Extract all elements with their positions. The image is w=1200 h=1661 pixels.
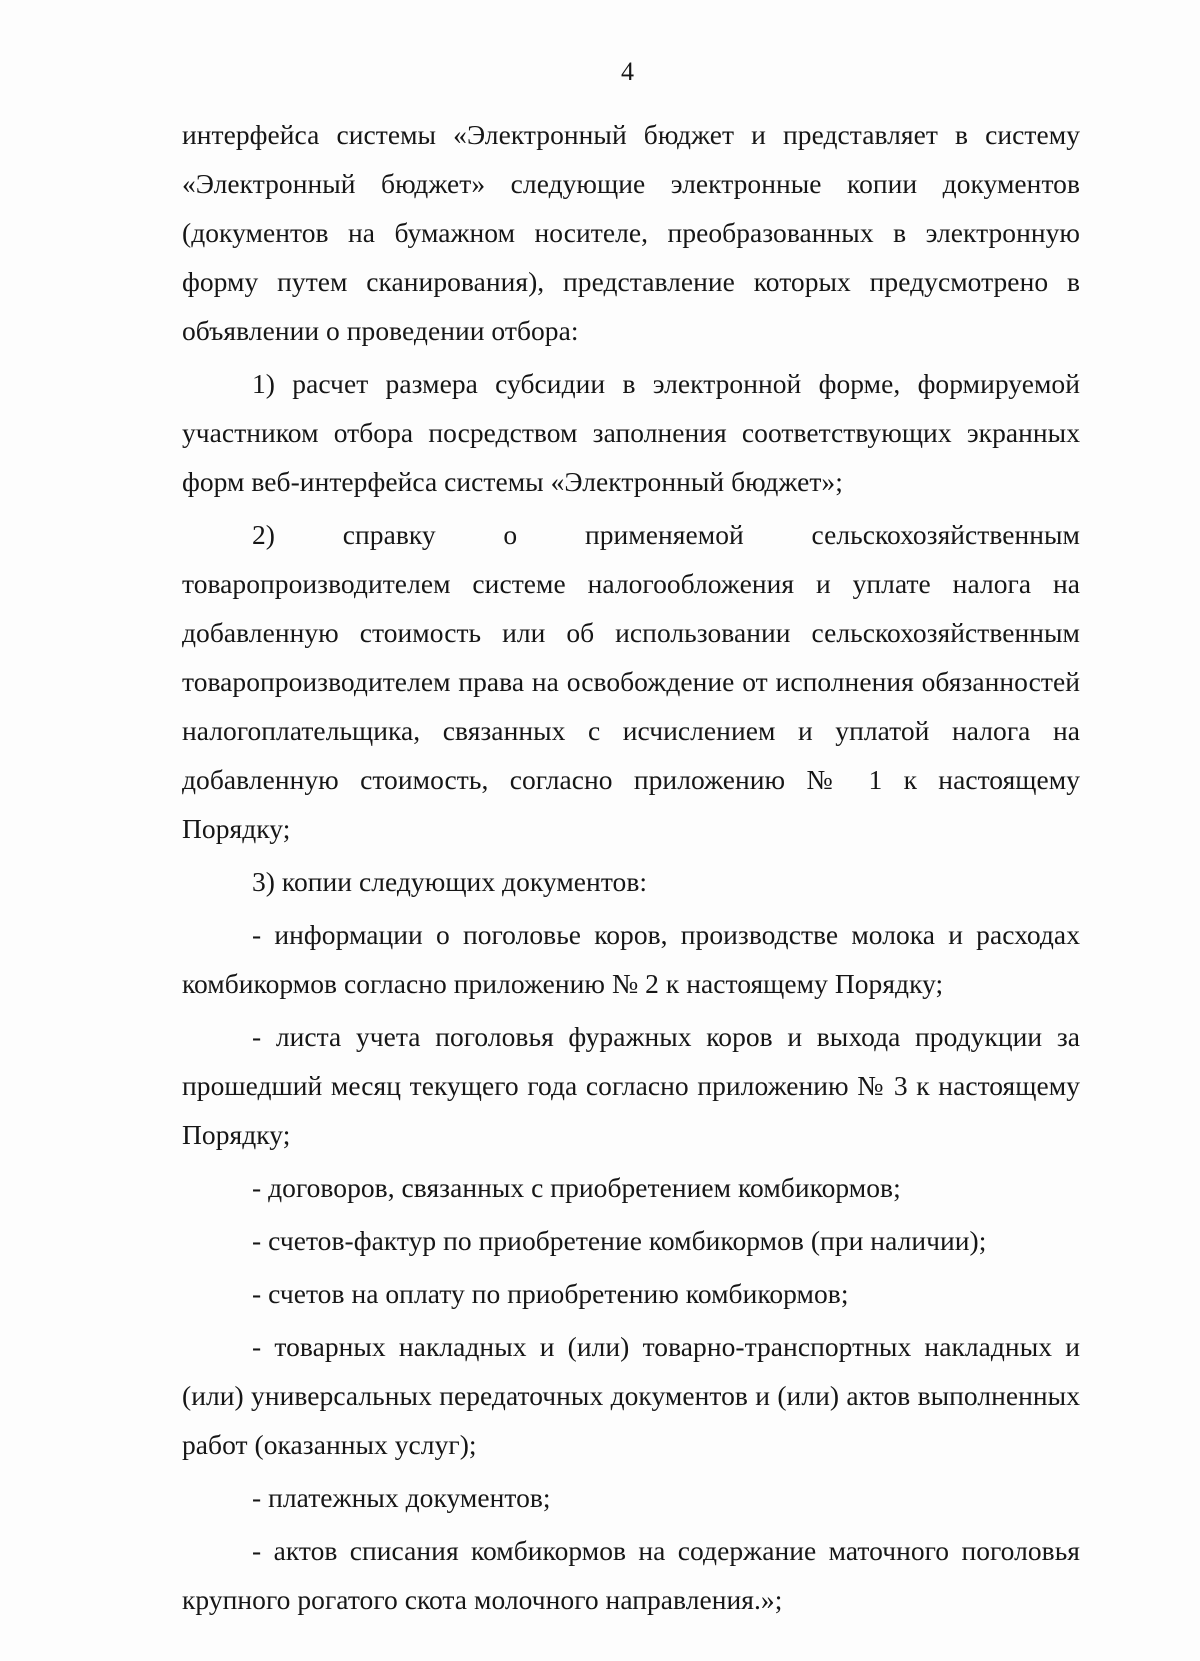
paragraph-item-1: 1) расчет размера субсидии в электронной форме, формируемой участником отбора посредством заполнения соответствующих экранных форм веб-интерфейса системы «Электронный бюджет»; — [182, 368, 1080, 497]
page-number: 4 — [621, 57, 634, 86]
list-item-invoices: - счетов-фактур по приобретение комбикормов (при наличии); — [252, 1225, 987, 1256]
list-item-contracts: - договоров, связанных с приобретением комбикормов; — [252, 1172, 901, 1203]
paragraph-item-3: 3) копии следующих документов: — [252, 866, 648, 897]
list-item-accounting-sheet: - листа учета поголовья фуражных коров и выхода продукции за прошедший месяц текущего года согласно приложению № 3 к настоящему Порядку; — [182, 1021, 1080, 1150]
list-item-waybills: - товарных накладных и (или) товарно-транспортных накладных и (или) универсальных передаточных документов и (или) актов выполненных работ (оказанных услуг); — [182, 1331, 1080, 1460]
list-item-writeoff-acts: - актов списания комбикормов на содержание маточного поголовья крупного рогатого скота молочного направления.»; — [182, 1535, 1080, 1615]
list-item-bills: - счетов на оплату по приобретению комбикормов; — [252, 1278, 849, 1309]
document-body — [182, 110, 1080, 1624]
paragraph-item-2: 2) справку о применяемой сельскохозяйственным товаропроизводителем системе налогообложения и уплате налога на добавленную стоимость или об использовании сельскохозяйственным товаропроизводителем права на освобождение от исполнения обязанностей налогоплательщика, связанных с исчислением и уплатой налога на добавленную стоимость, согласно приложению № 1 к настоящему Порядку; — [182, 519, 1080, 844]
list-item-cow-info: - информации о поголовье коров, производстве молока и расходах комбикормов согласно приложению № 2 к настоящему Порядку; — [182, 919, 1080, 999]
paragraph-intro: интерфейса системы «Электронный бюджет и представляет в систему «Электронный бюджет» следующие электронные копии документов (документов на бумажном носителе, преобразованных в электронную форму путем сканирования), представление которых предусмотрено в объявлении о проведении отбора: — [182, 119, 1080, 346]
list-item-payment-documents: - платежных документов; — [252, 1482, 551, 1513]
